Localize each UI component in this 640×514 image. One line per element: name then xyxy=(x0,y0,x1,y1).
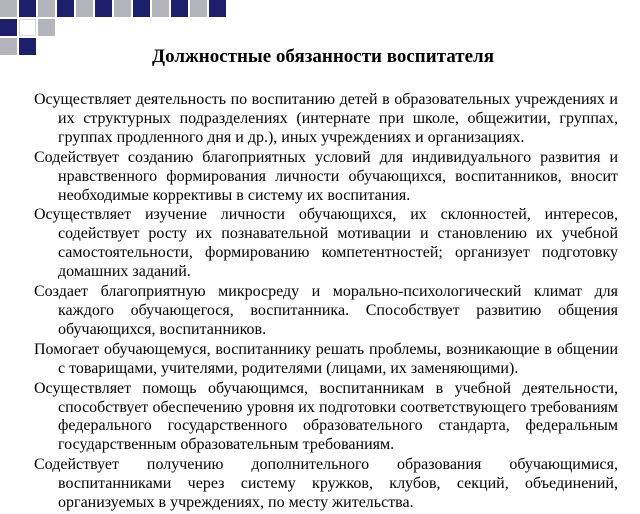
duty-paragraph: Осуществляет помощь обучающимся, воспитанникам в учебной деятельности, способствует обеспечению уровня их подготовки соответствующего требованиям федерального государственного образовательного стандарта, федеральным государственным образовательным требованиям. xyxy=(34,379,618,454)
duty-paragraph: Осуществляет изучение личности обучающихся, их склонностей, интересов, содействует росту их познавательной мотивации и становлению их учебной самостоятельности, формированию компетентностей; организует подготовку домашних заданий. xyxy=(34,206,618,281)
deco-square xyxy=(190,0,207,17)
deco-square xyxy=(171,0,188,17)
deco-square xyxy=(38,0,55,17)
duties-list xyxy=(34,91,618,514)
duty-paragraph: Содействует созданию благоприятных условий для индивидуального развития и нравственного формирования личности обучающихся, воспитанников, вносит необходимые коррективы в систему их воспитания. xyxy=(34,148,618,204)
duty-paragraph: Осуществляет деятельность по воспитанию детей в образовательных учреждениях и их структурных подразделениях (интернате при школе, общежитии, группах, группах продленного дня и др.), иных учреждениях и организациях. xyxy=(34,91,618,146)
deco-square xyxy=(19,19,36,36)
deco-square xyxy=(38,19,55,36)
deco-square xyxy=(19,0,36,17)
deco-square xyxy=(57,0,74,17)
deco-square xyxy=(209,0,226,17)
duty-paragraph: Создает благоприятную микросреду и морально-психологический климат для каждого обучающегося, воспитанника. Способствует развитию общения обучающихся, воспитанников. xyxy=(34,283,618,338)
deco-square xyxy=(0,0,17,17)
slide-title: Должностные обязанности воспитателя xyxy=(152,46,494,67)
deco-square xyxy=(0,19,17,36)
duty-paragraph: Помогает обучающемуся, воспитаннику решать проблемы, возникающие в общении с товарищами, учителями, родителями (лицами, их заменяющими). xyxy=(34,340,618,377)
deco-square xyxy=(76,0,93,17)
duty-paragraph: Содействует получению дополнительного образования обучающимися, воспитанниками через систему кружков, клубов, секций, объединений, организуемых в учреждениях, по месту жительства. xyxy=(34,456,618,512)
deco-square xyxy=(114,0,131,17)
deco-square xyxy=(95,0,112,17)
deco-square xyxy=(133,0,150,17)
deco-square xyxy=(152,0,169,17)
